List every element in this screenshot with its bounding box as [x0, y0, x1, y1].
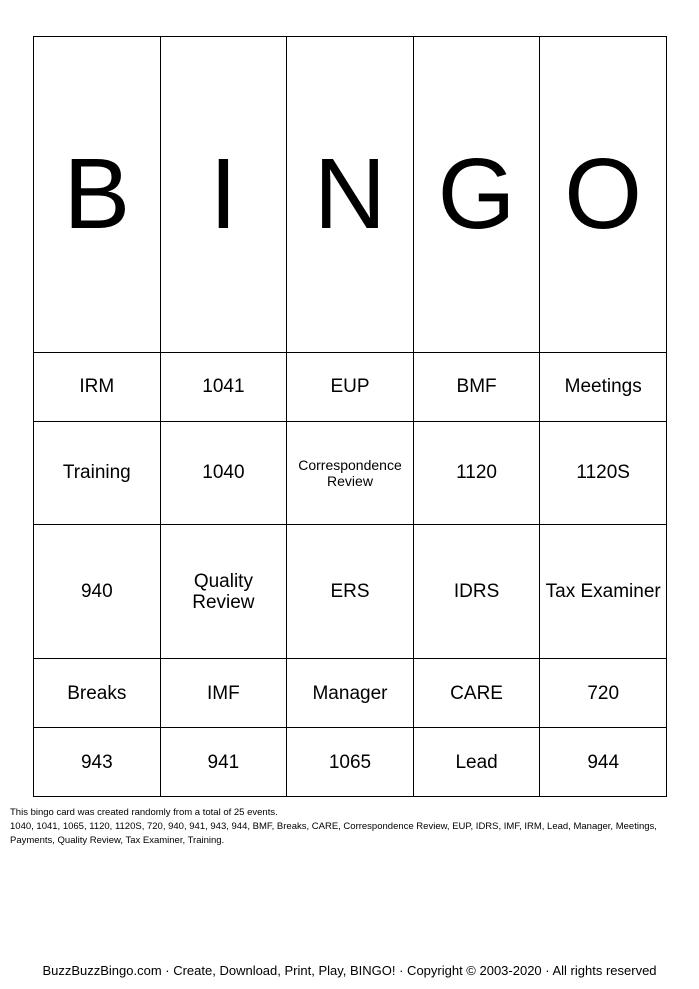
bingo-cell: EUP — [287, 352, 414, 421]
bingo-cell: Lead — [413, 728, 540, 797]
bingo-cell: 941 — [160, 728, 287, 797]
footer-copyright: BuzzBuzzBingo.com · Create, Download, Print, Play, BINGO! · Copyright © 2003-2020 · All rights reserved — [42, 963, 657, 978]
bingo-cell: Tax Examiner — [540, 524, 667, 658]
bingo-cell: 944 — [540, 728, 667, 797]
bingo-cell: 940 — [34, 524, 161, 658]
header-letter: B — [34, 37, 161, 353]
bingo-cell: BMF — [413, 352, 540, 421]
bingo-cell: Meetings — [540, 352, 667, 421]
bingo-cell: Breaks — [34, 659, 161, 728]
bingo-cell: 943 — [34, 728, 161, 797]
bingo-card — [33, 36, 667, 797]
bingo-cell: 1120 — [413, 421, 540, 524]
bingo-cell: IMF — [160, 659, 287, 728]
card-info — [10, 806, 690, 848]
bingo-cell: ERS — [287, 524, 414, 658]
card-row — [34, 421, 667, 524]
event-list: 1040, 1041, 1065, 1120, 1120S, 720, 940, 941, 943, 944, BMF, Breaks, CARE, Correspondence Review, EUP, IDRS, IMF, IRM, Lead, Manager, Meetings, Payments, Quality Review, Tax Examiner, Training. — [10, 821, 657, 846]
header-letter: I — [160, 37, 287, 353]
bingo-cell: 1065 — [287, 728, 414, 797]
header-row — [34, 37, 667, 353]
card-row — [34, 352, 667, 421]
bingo-cell: Training — [34, 421, 161, 524]
bingo-cell: 1040 — [160, 421, 287, 524]
bingo-cell: Manager — [287, 659, 414, 728]
header-letter: O — [540, 37, 667, 353]
header-letter: N — [287, 37, 414, 353]
bingo-cell: Quality Review — [160, 524, 287, 658]
bingo-cell: 1041 — [160, 352, 287, 421]
header-letter: G — [413, 37, 540, 353]
bingo-cell: Correspondence Review — [287, 421, 414, 524]
card-row — [34, 728, 667, 797]
card-row — [34, 659, 667, 728]
info-line: This bingo card was created randomly from a total of 25 events. — [10, 807, 278, 818]
bingo-cell: 720 — [540, 659, 667, 728]
card-row — [34, 524, 667, 658]
bingo-cell: IDRS — [413, 524, 540, 658]
bingo-cell: IRM — [34, 352, 161, 421]
bingo-cell: CARE — [413, 659, 540, 728]
bingo-cell: 1120S — [540, 421, 667, 524]
